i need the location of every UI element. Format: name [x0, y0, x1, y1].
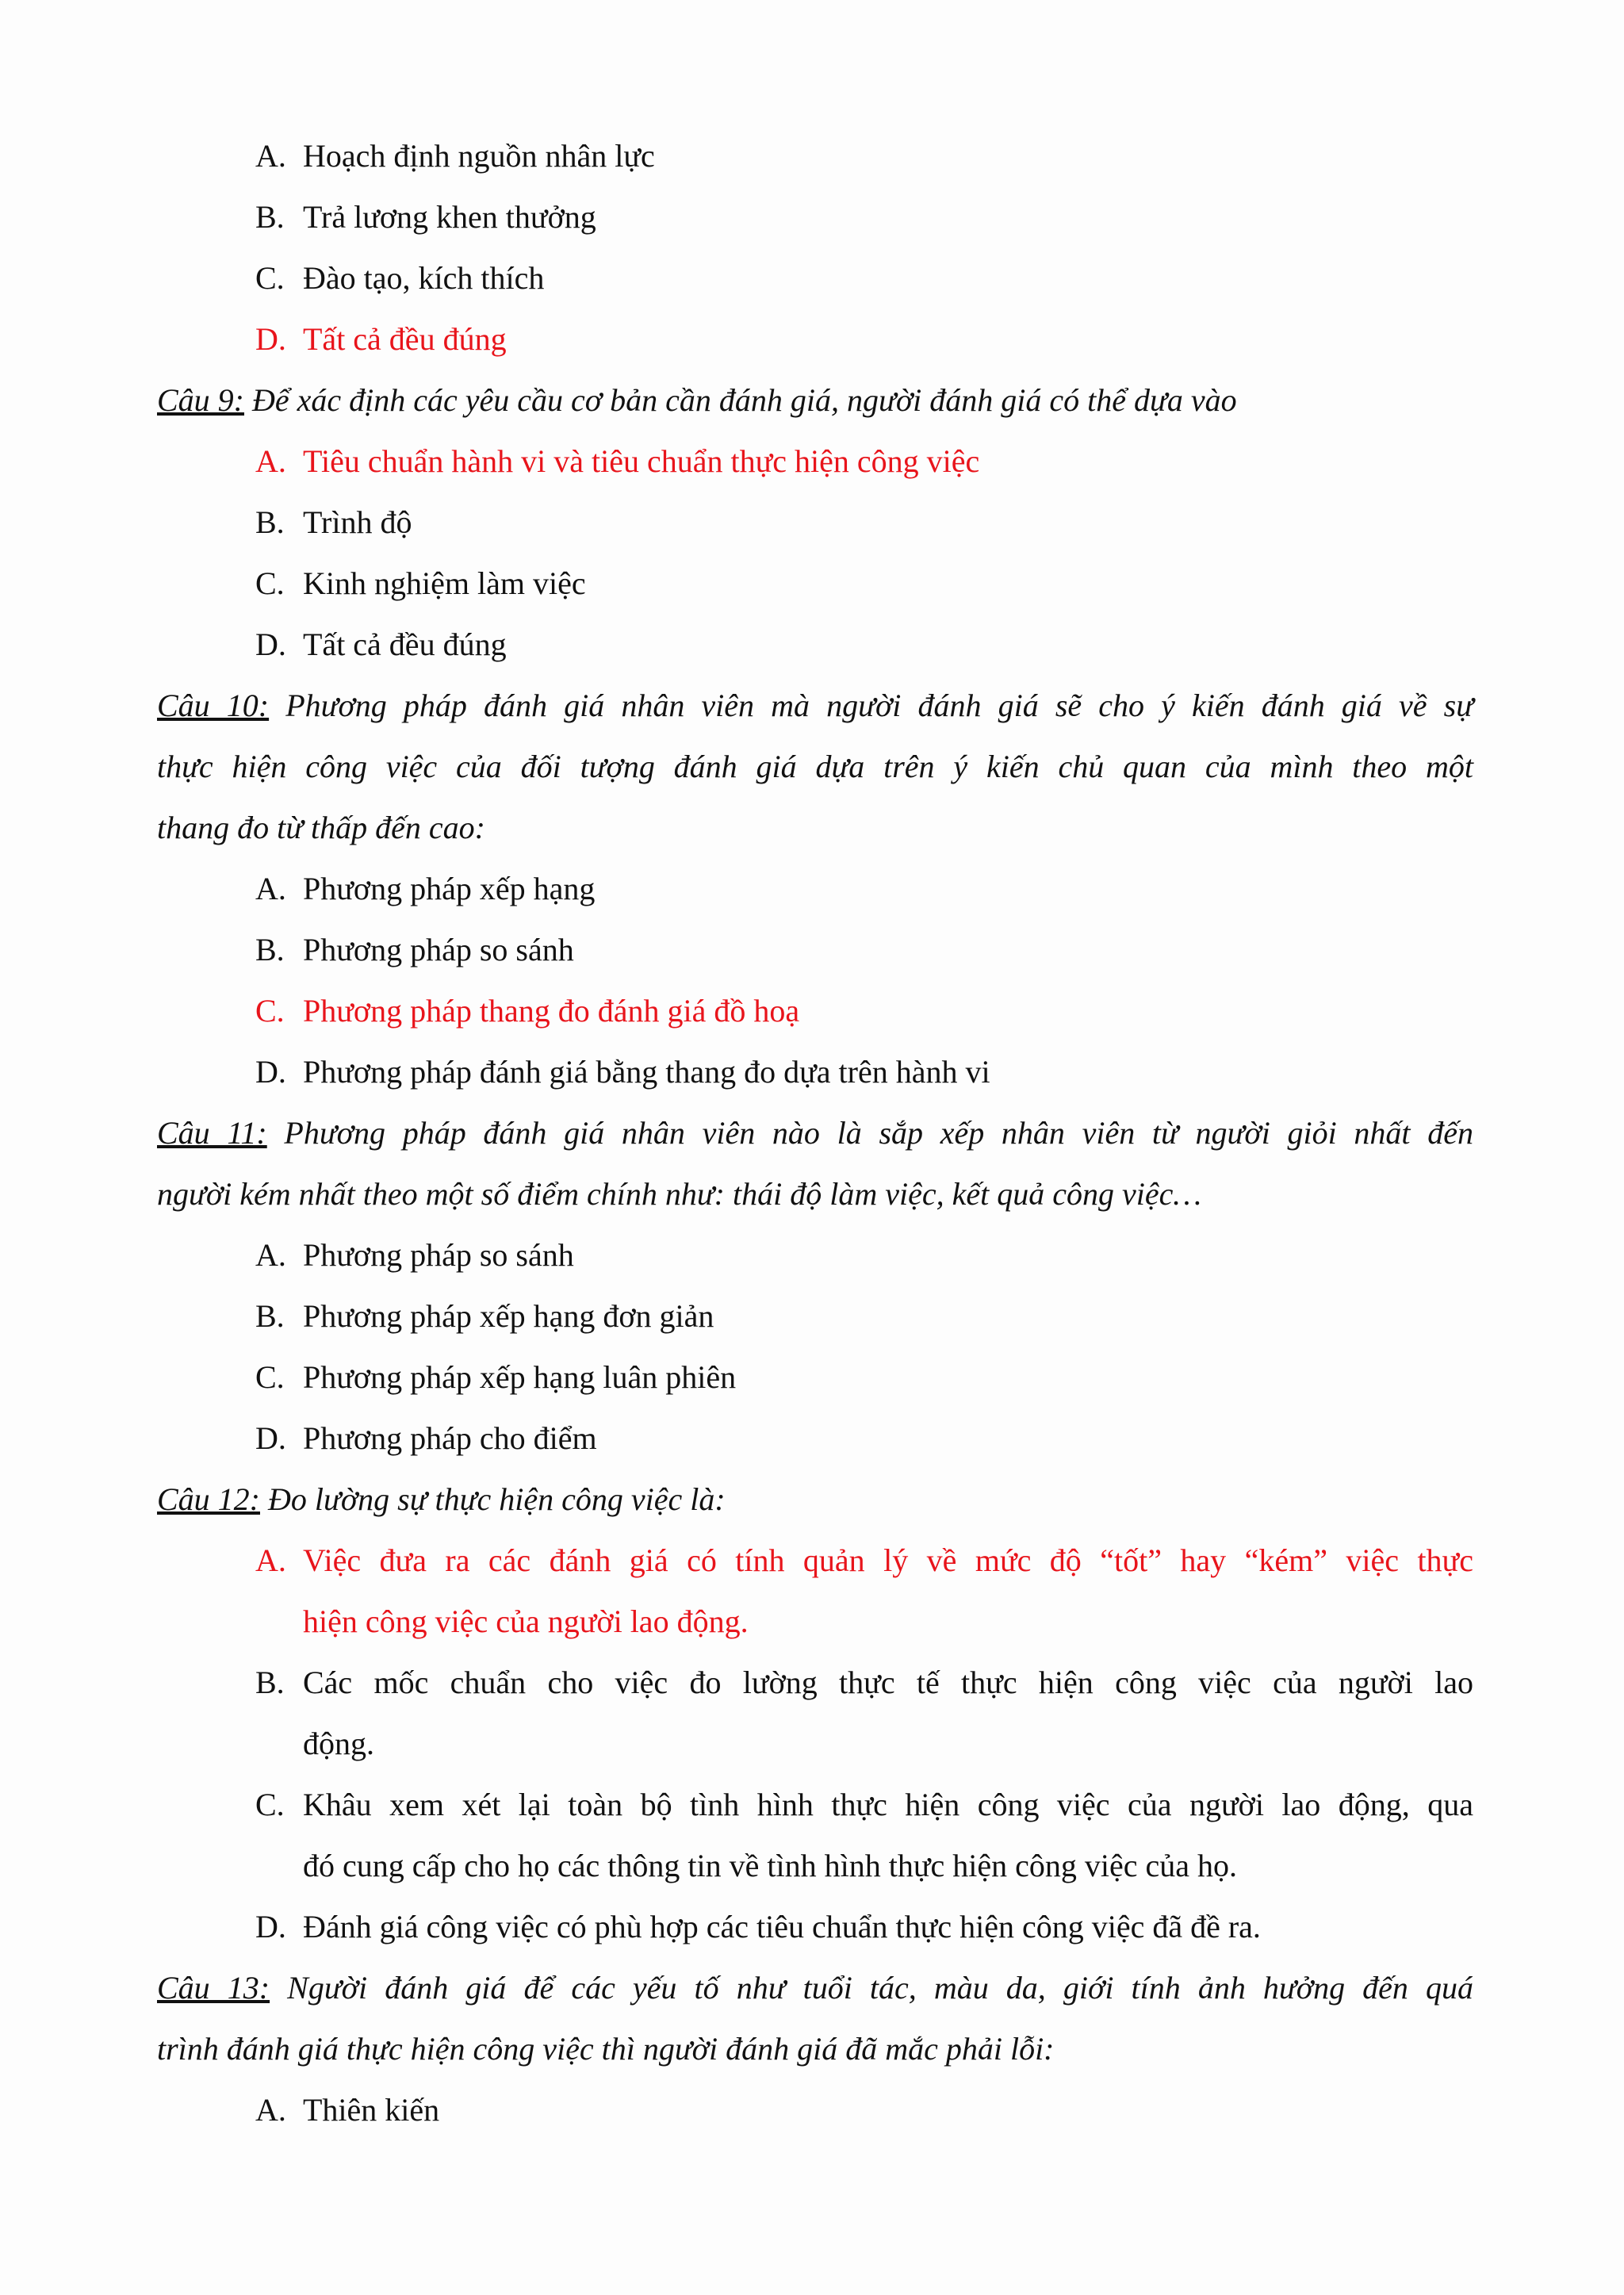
- option-text: Việc đưa ra các đánh giá có tính quản lý về mức độ “tốt” hay “kém” việc thực: [303, 1542, 1473, 1578]
- question-line: [157, 675, 1473, 736]
- option-text: Phương pháp so sánh: [303, 1237, 574, 1273]
- option-text: Phương pháp đánh giá bằng thang đo dựa trên hành vi: [303, 1054, 990, 1090]
- option-q8-b: [157, 186, 1473, 247]
- option-letter: B.: [255, 1665, 285, 1700]
- question-label: Câu 9:: [157, 382, 244, 418]
- option-q11-d: [157, 1408, 1473, 1469]
- option-letter: D.: [255, 1420, 286, 1456]
- option-text: Trả lương khen thưởng: [303, 199, 596, 235]
- question-text: Để xác định các yêu cầu cơ bản cần đánh giá, người đánh giá có thể dựa vào: [244, 382, 1237, 418]
- option-letter: D.: [255, 1909, 286, 1944]
- question-9: [157, 370, 1473, 431]
- option-q8-a: [157, 125, 1473, 186]
- question-10: [157, 675, 1473, 858]
- option-q10-b: [157, 919, 1473, 980]
- option-letter: D.: [255, 626, 286, 662]
- option-q12-b: [157, 1652, 1473, 1774]
- option-q8-c: [157, 247, 1473, 308]
- option-text: Phương pháp xếp hạng luân phiên: [303, 1359, 737, 1395]
- question-line: người kém nhất theo một số điểm chính như: thái độ làm việc, kết quả công việc…: [157, 1176, 1201, 1212]
- option-line: hiện công việc của người lao động.: [303, 1603, 749, 1639]
- option-letter: A.: [255, 1237, 286, 1273]
- option-text: Trình độ: [303, 504, 412, 540]
- option-q11-b: [157, 1285, 1473, 1347]
- option-text: Khâu xem xét lại toàn bộ tình hình thực hiện công việc của người lao động, qua: [303, 1787, 1473, 1822]
- option-letter: C.: [255, 1359, 285, 1395]
- option-letter: A.: [255, 443, 286, 479]
- option-text: Phương pháp xếp hạng: [303, 871, 596, 906]
- question-line: [157, 1102, 1473, 1163]
- option-text: Thiên kiến: [303, 2092, 440, 2128]
- option-letter: B.: [255, 1298, 285, 1334]
- option-letter: D.: [255, 1054, 286, 1090]
- option-q13-a: [157, 2079, 1473, 2140]
- option-q9-b: [157, 492, 1473, 553]
- option-line: [157, 1774, 1473, 1835]
- question-text: Đo lường sự thực hiện công việc là:: [260, 1481, 726, 1517]
- option-text: Phương pháp xếp hạng đơn giản: [303, 1298, 714, 1334]
- option-text: Phương pháp cho điểm: [303, 1420, 597, 1456]
- question-12: [157, 1469, 1473, 1530]
- question-line: [157, 1957, 1473, 2018]
- question-line: thang đo từ thấp đến cao:: [157, 810, 485, 845]
- option-letter: C.: [255, 260, 285, 296]
- option-letter: B.: [255, 504, 285, 540]
- option-letter: D.: [255, 321, 286, 357]
- question-label: Câu 10:: [157, 688, 270, 723]
- option-q9-d: [157, 614, 1473, 675]
- question-11: [157, 1102, 1473, 1224]
- option-text: Phương pháp so sánh: [303, 932, 574, 967]
- option-q12-c: [157, 1774, 1473, 1896]
- option-letter: C.: [255, 565, 285, 601]
- option-text: Kinh nghiệm làm việc: [303, 565, 586, 601]
- option-text: Tiêu chuẩn hành vi và tiêu chuẩn thực hiện công việc: [303, 443, 980, 479]
- option-q9-c: [157, 553, 1473, 614]
- question-label: Câu 13:: [157, 1970, 270, 2006]
- question-13: [157, 1957, 1473, 2079]
- option-line: [157, 1652, 1473, 1713]
- option-line: [157, 1530, 1473, 1591]
- question-text: Phương pháp đánh giá nhân viên nào là sắp xếp nhân viên từ người giỏi nhất đến: [266, 1115, 1473, 1151]
- question-label: Câu 12:: [157, 1481, 260, 1517]
- option-letter: A.: [255, 138, 286, 174]
- option-text: Đánh giá công việc có phù hợp các tiêu chuẩn thực hiện công việc đã đề ra.: [303, 1909, 1261, 1944]
- option-q12-d: [157, 1896, 1473, 1957]
- option-text: Tất cả đều đúng: [303, 626, 507, 662]
- option-q10-a: [157, 858, 1473, 919]
- option-q11-c: [157, 1347, 1473, 1408]
- option-q8-d-correct: [157, 308, 1473, 370]
- option-letter: A.: [255, 1542, 286, 1578]
- question-line: trình đánh giá thực hiện công việc thì người đánh giá đã mắc phải lỗi:: [157, 2031, 1055, 2067]
- option-q11-a: [157, 1224, 1473, 1285]
- option-letter: C.: [255, 1787, 285, 1822]
- option-q12-a-correct: [157, 1530, 1473, 1652]
- question-text: Người đánh giá để các yếu tố như tuổi tác, màu da, giới tính ảnh hưởng đến quá: [270, 1970, 1474, 2006]
- page-content: [157, 125, 1473, 2140]
- option-text: Phương pháp thang đo đánh giá đồ hoạ: [303, 993, 800, 1029]
- option-letter: A.: [255, 871, 286, 906]
- option-letter: B.: [255, 199, 285, 235]
- option-text: Tất cả đều đúng: [303, 321, 507, 357]
- option-text: Hoạch định nguồn nhân lực: [303, 138, 655, 174]
- option-line: động.: [303, 1726, 374, 1761]
- option-letter: A.: [255, 2092, 286, 2128]
- option-text: Đào tạo, kích thích: [303, 260, 545, 296]
- option-q10-c-correct: [157, 980, 1473, 1041]
- question-line: thực hiện công việc của đối tượng đánh giá dựa trên ý kiến chủ quan của mình theo một: [157, 749, 1473, 784]
- option-line: đó cung cấp cho họ các thông tin về tình hình thực hiện công việc của họ.: [303, 1848, 1238, 1883]
- question-text: Phương pháp đánh giá nhân viên mà người đánh giá sẽ cho ý kiến đánh giá về sự: [269, 688, 1474, 723]
- option-letter: C.: [255, 993, 285, 1029]
- option-q9-a-correct: [157, 431, 1473, 492]
- option-letter: B.: [255, 932, 285, 967]
- question-label: Câu 11:: [157, 1115, 267, 1151]
- option-text: Các mốc chuẩn cho việc đo lường thực tế thực hiện công việc của người lao: [303, 1665, 1473, 1700]
- option-q10-d: [157, 1041, 1473, 1102]
